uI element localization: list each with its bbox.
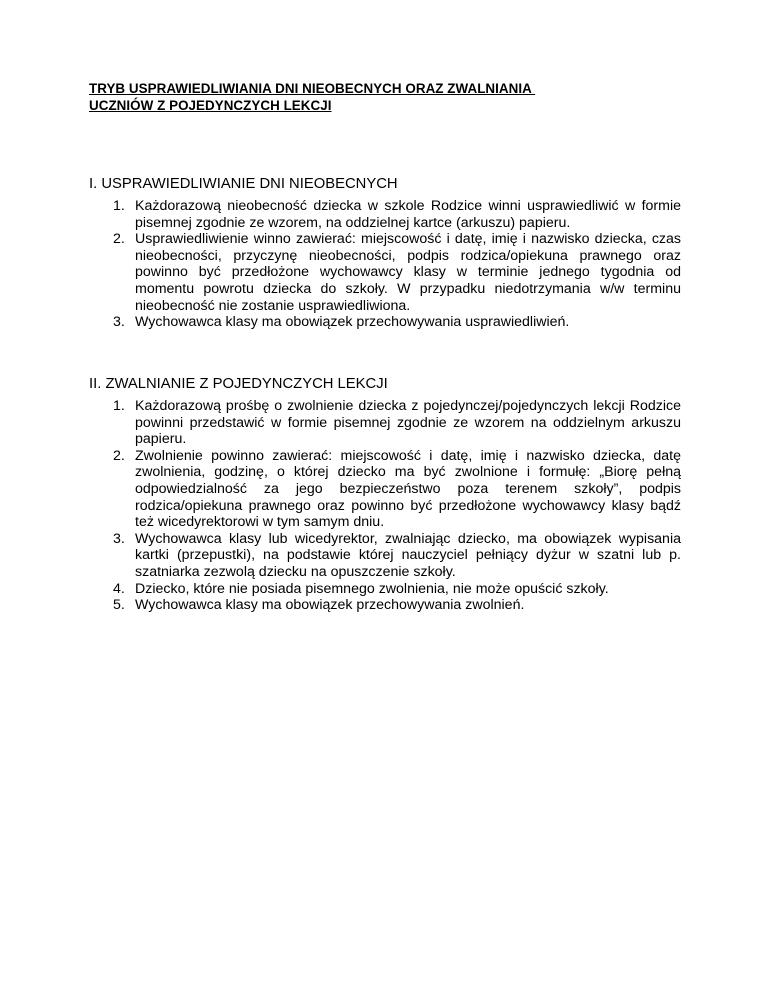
list-item (89, 597, 681, 614)
list-item-number: 3. (113, 314, 125, 331)
section-heading-2: II. ZWALNIANIE Z POJEDYNCZYCH LEKCJI (89, 376, 388, 392)
list-item-text: Zwolnienie powinno zawierać: miejscowość i datę, imię i nazwisko dziecka, datę zwolnienia, godzinę, o której dziecko ma być zwolnione i formułę: „Biorę pełną odpowiedzialność za jego bezpieczeństwo poza terenem szkoły”, podpis rodzica/opiekuna prawnego oraz powinno być przedłożone wychowawcy klasy bądź też wicedyrektorowi w tym samym dniu. (135, 447, 681, 531)
list-item-text: Usprawiedliwienie winno zawierać: miejscowość i datę, imię i nazwisko dziecka, czas nieobecności, przyczynę nieobecności, podpis rodzica/opiekuna prawnego oraz powinno być przedłożone wychowawcy klasy w terminie jednego tygodnia od momentu powrotu dziecka do szkoły. W przypadku niedotrzymania w/w terminu nieobecność nie zostanie usprawiedliwiona. (135, 231, 681, 314)
list-item-text: Dziecko, które nie posiada pisemnego zwolnienia, nie może opuścić szkoły. (135, 580, 609, 597)
list-item-number: 4. (113, 580, 125, 597)
list-item (89, 398, 681, 448)
list-item-text: Wychowawca klasy ma obowiązek przechowywania zwolnień. (135, 597, 525, 614)
list-item-text: Wychowawca klasy ma obowiązek przechowywania usprawiedliwień. (135, 314, 570, 331)
list-item-number: 3. (113, 530, 125, 547)
section-1-list (89, 198, 681, 331)
list-item-text: Każdorazową prośbę o zwolnienie dziecka z pojedynczej/pojedynczych lekcji Rodzice powinni przedstawić w formie pisemnej zgodnie ze wzorem na oddzielnym arkuszu papieru. (135, 398, 681, 448)
section-2-list (89, 398, 681, 614)
list-item-number: 5. (113, 597, 125, 614)
list-item (89, 198, 681, 231)
document-title-line-2: UCZNIÓW Z POJEDYNCZYCH LEKCJI (89, 98, 332, 113)
list-item (89, 231, 681, 314)
list-item (89, 314, 681, 331)
list-item-number: 2. (113, 231, 125, 248)
list-item-number: 1. (113, 398, 125, 414)
list-item-number: 2. (113, 447, 125, 464)
document-title (89, 80, 689, 114)
document-title-line-1: TRYB USPRAWIEDLIWIANIA DNI NIEOBECNYCH ORAZ ZWALNIANIA (89, 81, 536, 96)
list-item-text: Wychowawca klasy lub wicedyrektor, zwalniając dziecko, ma obowiązek wypisania kartki (przepustki), na podstawie której nauczyciel pełniący dyżur w szatni lub p. szatniarka zezwolą dziecku na opuszczenie szkoły. (135, 530, 681, 580)
section-heading-1: I. USPRAWIEDLIWIANIE DNI NIEOBECNYCH (89, 176, 398, 192)
list-item (89, 448, 681, 531)
list-item-text: Każdorazową nieobecność dziecka w szkole Rodzice winni usprawiedliwić w formie pisemnej zgodnie ze wzorem, na oddzielnej kartce (arkuszu) papieru. (135, 198, 681, 231)
list-item (89, 581, 681, 598)
list-item (89, 531, 681, 581)
list-item-number: 1. (113, 198, 125, 214)
